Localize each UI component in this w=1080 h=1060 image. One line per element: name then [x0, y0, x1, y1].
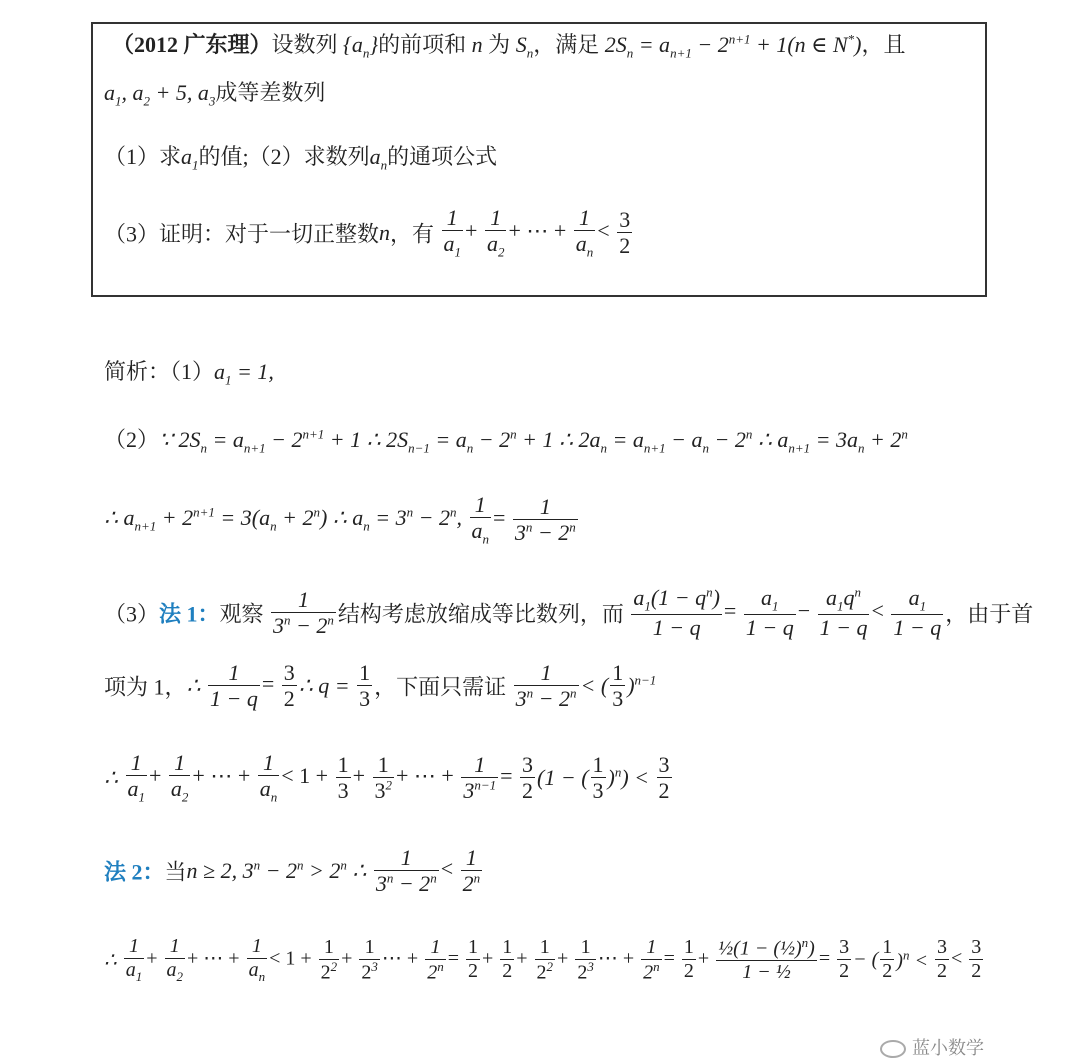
problem-line-2: $a_1$, $a_2 + 5$, $a_3$成等差数列: [104, 80, 326, 109]
problem-line-1: （2012 广东理）设数列 $\{a_n\}$的前项和 n 为 $S_n$，满足 $2S_n = a_{n+1} - 2^{n+1} + 1(n$ ∈ N*)，且: [112, 31, 906, 61]
solution-line-2: （2）∵ $2S_n = a_{n+1} - 2^{n+1} + 1$ ∴ $2S_{n-1} = a_n - 2^n + 1$ ∴ $2a_n = a_{n+1} - a_n - 2^n$ ∴ $a_{n+1} = 3a_n + 2^n$: [104, 426, 908, 456]
solution-line-3: ∴ $a_{n+1} + 2^{n+1} = 3(a_n + 2^n)$ ∴ $a_n = 3^n - 2^n$, $\frac{1}{a_n}$ = $\frac{1}{3^n - 2^n}$: [104, 492, 576, 547]
method1-label: 法 1：: [159, 601, 220, 627]
wechat-icon: [880, 1040, 906, 1058]
solution-line-5: 项为 1，∴ $\frac{1}{1 - q}$ = $\frac{3}{2}$ ∴ q = $\frac{1}{3}$ ，下面只需证 $\frac{1}{3^n - 2^n}$ < ( $\frac{1}{3}$ )$^{n-1}$: [104, 660, 657, 712]
solution-line-6: ∴ $\frac{1}{a_1}$ + $\frac{1}{a_2}$ + ⋯ + $\frac{1}{a_n}$ < 1 + $\frac{1}{3}$ + $\frac{1}{3^2}$ + ⋯ + $\frac{1}{3^{n-1}}$ = $\frac{3}{2}$ (1 − ( $\frac{1}{3}$ )$^n$) < $\frac{3}{2}$: [104, 750, 670, 805]
problem-line-3: （1）求$a_1$的值;（2）求数列$a_n$的通项公式: [104, 144, 498, 173]
solution-line-4: （3）法 1：观察 $\frac{1}{3^n - 2^n}$ 结构考虑放缩成等比数列，而 $\frac{a_1(1 - q^n)}{1 - q}$ = $\frac{a_1}{1 - q}$ − $\frac{a_1q^n}{1 - q}$ < $\frac{a_1}{1 - q}$ ，由于首: [104, 584, 1034, 641]
solution-line-7: 法 2：当n ≥ 2, $3^n - 2^n > 2^n$ ∴ $\frac{1}{3^n - 2^n}$ < $\frac{1}{2^n}$: [104, 845, 481, 897]
solution-line-8: ∴ $\frac{1}{a_1}$ + $\frac{1}{a_2}$ + ⋯ + $\frac{1}{a_n}$ < 1 + $\frac{1}{2^2}$ + $\frac{1}{2^3}$ ⋯ + $\frac{1}{2^n}$ = $\frac{1}{2}$ + $\frac{1}{2}$ + $\frac{1}{2^2}$ + $\frac{1}{2^3}$ ⋯ + $\frac{1}{2^n}$ = $\frac{1}{2}$ + $\frac{\frac{1}{2}(1 - (\frac{1}{2})^n)}{\text{1 − ½}}$ = $\frac{3}{2}$ − ( $\frac{1}{2}$ )$^n$ < $\frac{3}{2}$ < $\frac{3}{2}$: [104, 934, 982, 984]
problem-source: （2012 广东理）: [112, 32, 272, 57]
solution-line-1: 简析：$(1)a_1 = 1$,: [104, 359, 274, 388]
problem-line-4: （3）证明：对于一切正整数n，有 $\frac{1}{a_1}$ + $\frac{1}{a_2}$ + ⋯ + $\frac{1}{a_n}$ < $\frac{3}{2}$: [104, 205, 631, 260]
method2-label: 法 2：: [104, 859, 165, 885]
watermark: 蓝小数学: [880, 1034, 984, 1060]
